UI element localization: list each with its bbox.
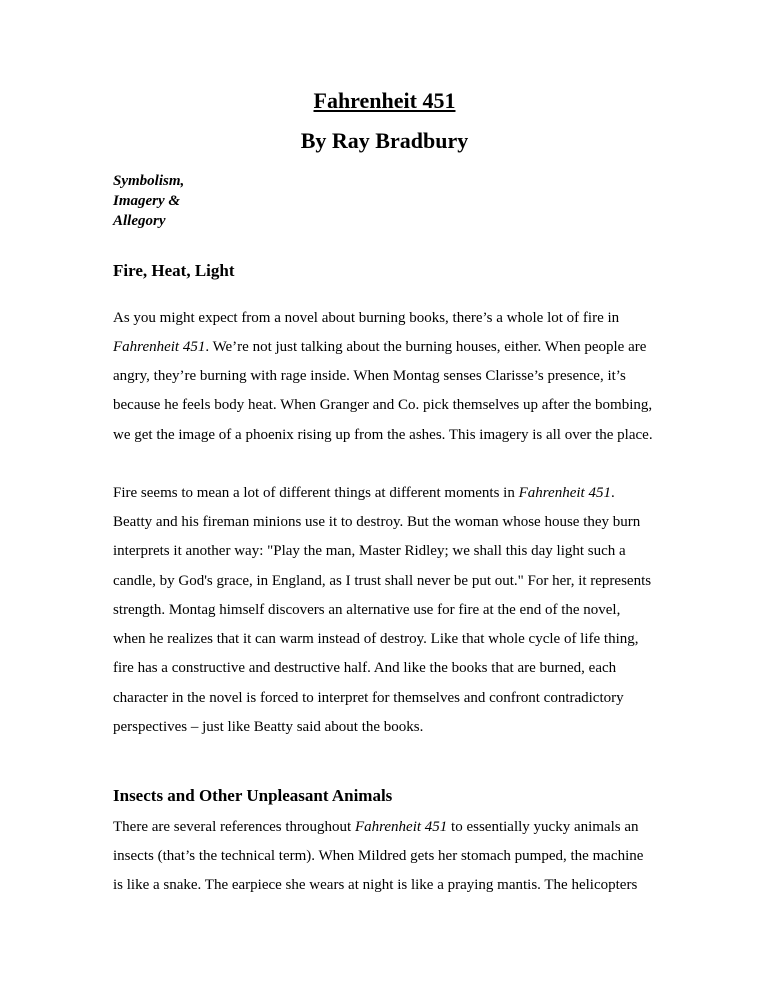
label-line-1: Symbolism, xyxy=(113,172,185,189)
label-line-3: Allegory xyxy=(113,213,166,230)
label-line-2: Imagery & xyxy=(113,192,181,209)
paragraph-fire-2: Fire seems to mean a lot of different things at different moments in Fahrenheit 451. Beatty and his fireman minions use it to destroy. But the woman whose house they burn interprets it another way: "Play the man, Master Ridley; we shall this day light such a candle, by God's grace, in England, as I trust shall never be put out." For her, it represents strength. Montag himself discovers an alternative use for fire at the end of the novel, when he realizes that it can warm instead of destroy. Like that whole cycle of life thing, fire has a constructive and destructive half. And like the books that are burned, each character in the novel is forced to interpret for themselves and confront contradictory perspectives – just like Beatty said about the books. xyxy=(113,484,652,735)
paragraph-fire-1: As you might expect from a novel about burning books, there’s a whole lot of fire in Fahrenheit 451. We’re not just talking about the burning houses, either. When people are angry, they’re burning with rage inside. When Montag senses Clarisse’s presence, it’s because he feels body heat. When Granger and Co. pick themselves up after the bombing, we get the image of a phoenix rising up from the ashes. This imagery is all over the place. xyxy=(113,309,653,443)
section-heading-insects: Insects and Other Unpleasant Animals xyxy=(113,786,393,806)
symbolism-imagery-allegory-label xyxy=(113,171,656,232)
document-title: Fahrenheit 451 xyxy=(313,88,456,113)
paragraph-insects-1: There are several references throughout Fahrenheit 451 to essentially yucky animals an insects (that’s the technical term). When Mildred gets her stomach pumped, the machine is like a snake. The earpiece she wears at night is like a praying mantis. The helicopters xyxy=(113,818,644,894)
document-subtitle: By Ray Bradbury xyxy=(300,128,469,154)
section-heading-fire-heat-light: Fire, Heat, Light xyxy=(113,261,235,281)
